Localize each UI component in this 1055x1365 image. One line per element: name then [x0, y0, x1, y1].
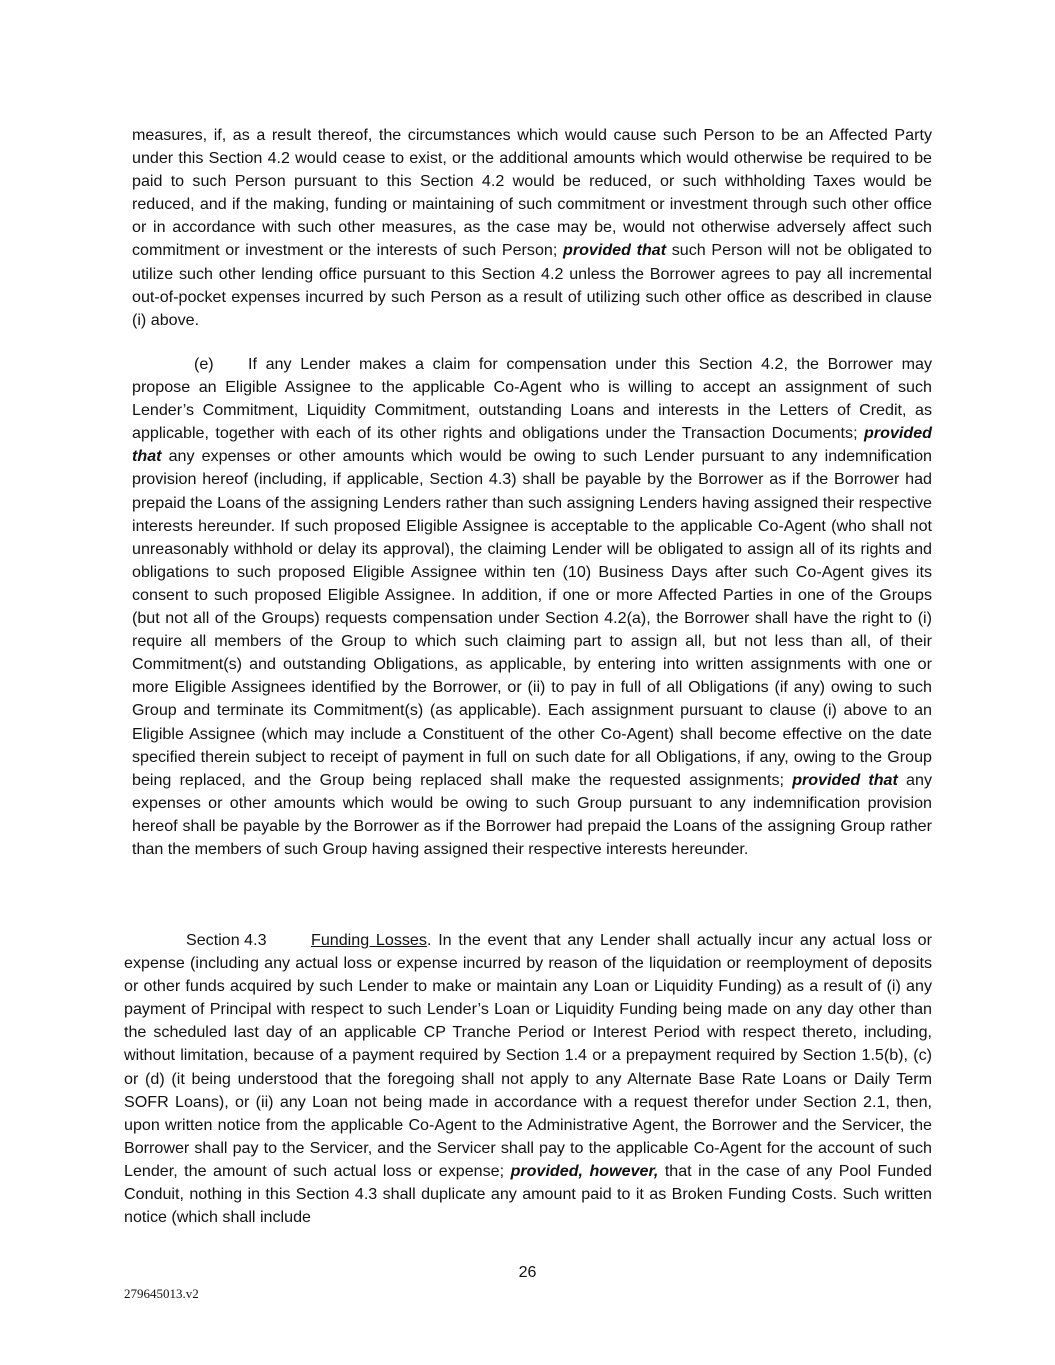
provided-that-emphasis: provided that — [562, 241, 667, 260]
paragraph-section-4-2-continuation — [132, 124, 932, 332]
section-heading-period: . — [426, 931, 432, 949]
paragraph-text: such Person will not be obligated to utilize such other lending office pursuant to this Section 4.2 unless the Borrower agrees to pay all incremental out-of-pocket expenses incurred by such Person as a result of utilizing such other office as described in clause (i) above. — [132, 241, 932, 329]
section-heading: Funding Losses — [311, 931, 427, 949]
section-4-3 — [124, 929, 932, 1229]
provided-however-emphasis: provided, however, — [510, 1161, 659, 1180]
subsection-e-number: (e) — [194, 355, 214, 373]
subsection-e-text: any expenses or other amounts which would be owing to such Group pursuant to any indemnification provision hereof shall be payable by the Borrower as if the Borrower had prepaid the Loans of the assigning Group rather than the members of such Group having assigned their respective interests hereunder. — [132, 770, 932, 858]
section-number: Section 4.3 — [186, 931, 267, 949]
subsection-e-text: If any Lender makes a claim for compensation under this Section 4.2, the Borrower may propose an Eligible Assignee to the applicable Co-Agent who is willing to accept an assignment of such Lender’s Commitment, Liquidity Commitment, outstanding Loans and interests in the Letters of Credit, as applicable, together with each of its other rights and obligations under the Transaction Documents; — [132, 355, 932, 443]
page-number: 26 — [518, 1264, 537, 1281]
paragraph-text: measures, if, as a result thereof, the circumstances which would cause such Person to be an Affected Party under this Section 4.2 would cease to exist, or the additional amounts which would otherwise be required to be paid to such Person pursuant to this Section 4.2 would be reduced, or such withholding Taxes would be reduced, and if the making, funding or maintaining of such commitment or investment through such other office or in accordance with such other measures, as the case may be, would not otherwise adversely affect such commitment or investment or the interests of such Person; — [132, 126, 932, 260]
provided-that-emphasis: provided that — [792, 770, 898, 789]
section-text: In the event that any Lender shall actually incur any actual loss or expense (including any actual loss or expense incurred by reason of the liquidation or reemployment of deposits or other funds acquired by such Lender to make or maintain any Loan or Liquidity Funding) as a result of (i) any payment of Principal with respect to such Lender’s Loan or Liquidity Funding being made on any day other than the scheduled last day of an applicable CP Tranche Period or Interest Period with respect thereto, including, without limitation, because of a payment required by Section 1.4 or a prepayment required by Section 1.5(b), (c) or (d) (it being understood that the foregoing shall not apply to any Alternate Base Rate Loans or Daily Term SOFR Loans), or (ii) any Loan not being made in accordance with a request therefor under Section 2.1, then, upon written notice from the applicable Co-Agent to the Administrative Agent, the Borrower and the Servicer, the Borrower shall pay to the Servicer, and the Servicer shall pay to the applicable Co-Agent for the account of such Lender, the amount of such actual loss or expense; — [124, 931, 932, 1180]
section-text: that in the case of any Pool Funded Conduit, nothing in this Section 4.3 shall duplicate any amount paid to it as Broken Funding Costs. Such written notice (which shall include — [124, 1161, 932, 1227]
subsection-e-text: any expenses or other amounts which would be owing to such Lender pursuant to any indemnification provision hereof (including, if applicable, Section 4.3) shall be payable by the Borrower as if the Borrower had prepaid the Loans of the assigning Lenders rather than such assigning Lenders having assigned their respective interests hereunder. If such proposed Eligible Assignee is acceptable to the applicable Co-Agent (who shall not unreasonably withhold or delay its approval), the claiming Lender will be obligated to assign all of its rights and obligations to such proposed Eligible Assignee within ten (10) Business Days after such Co-Agent gives its consent to such proposed Eligible Assignee. In addition, if one or more Affected Parties in one of the Groups (but not all of the Groups) requests compensation under Section 4.2(a), the Borrower shall have the right to (i) require all members of the Group to which such claiming part to assign all, but not less than all, of their Commitment(s) and outstanding Obligations, as applicable, by entering into written assignments with one or more Eligible Assignees identified by the Borrower, or (ii) to pay in full of all Obligations (if any) owing to such Group and terminate its Commitment(s) (as applicable). Each assignment pursuant to clause (i) above to an Eligible Assignee (which may include a Constituent of the other Co-Agent) shall become effective on the date specified therein subject to receipt of payment in full on such date for all Obligations, if any, owing to the Group being replaced, and the Group being replaced shall make the requested assignments; — [132, 447, 932, 789]
subsection-e — [132, 353, 932, 861]
provided-that-emphasis: provided that — [132, 424, 932, 466]
document-id: 279645013.v2 — [124, 1286, 199, 1301]
